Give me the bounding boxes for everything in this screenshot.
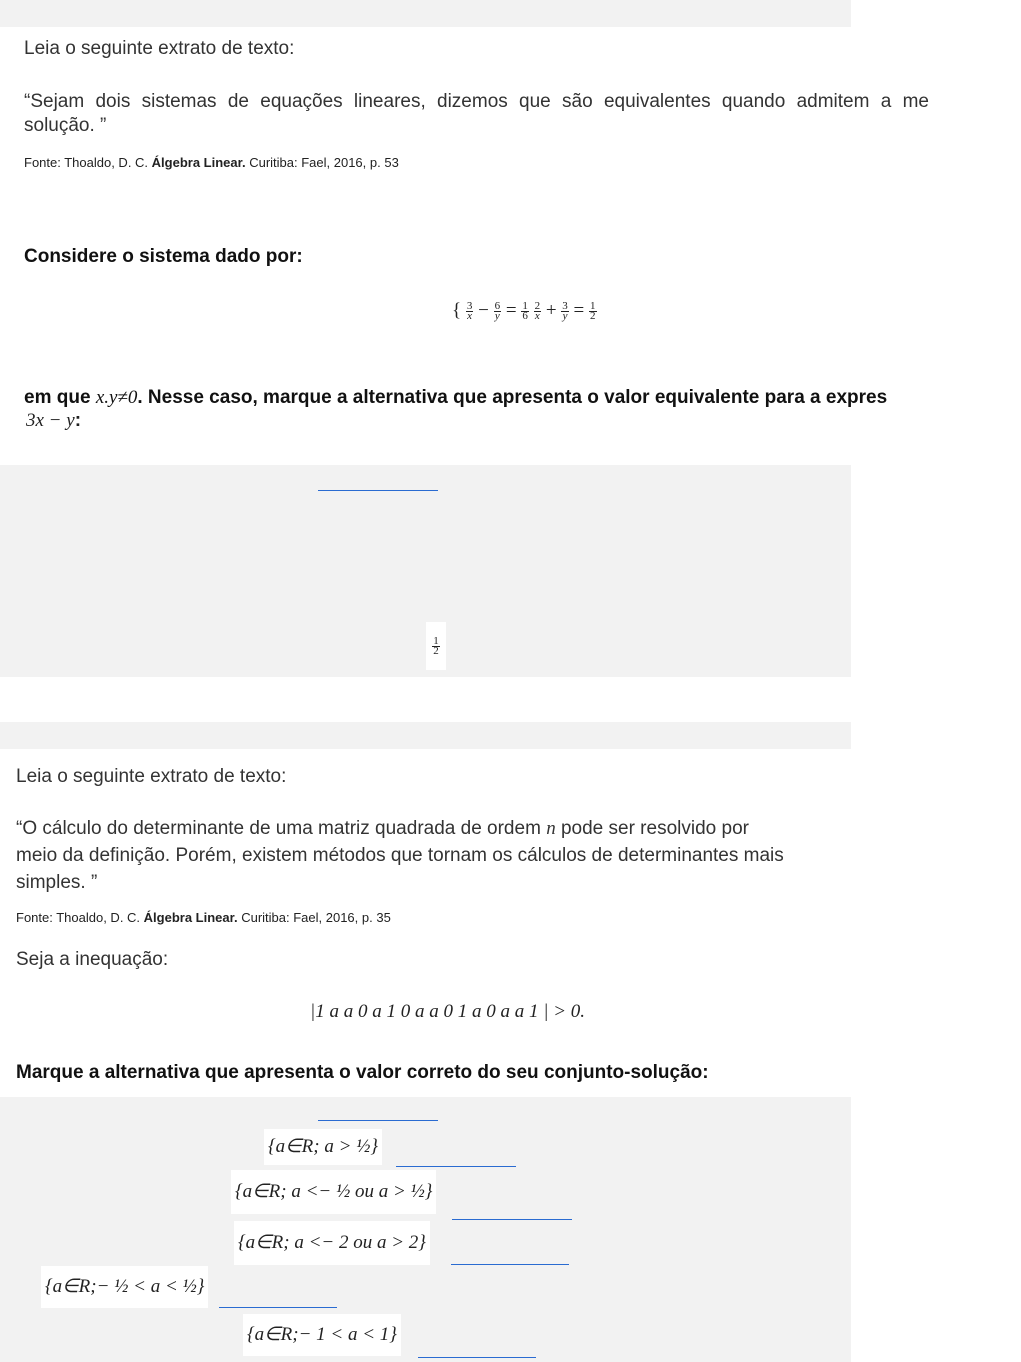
system-frac-3: $\frac{1}{6}$ <box>522 300 528 323</box>
option-link-line[interactable] <box>219 1307 337 1308</box>
q1-intro: Leia o seguinte extrato de texto: <box>24 38 295 59</box>
q2-marque: Marque a alternativa que apresenta o valor correto do seu conjunto-solução: <box>16 1062 709 1083</box>
q1-system-formula <box>452 300 597 322</box>
q2-quote-line3: simples. ” <box>16 872 98 893</box>
system-frac-2: $\frac{6}{y}$ <box>494 300 501 323</box>
q2-source: Fonte: Thoaldo, D. C. Álgebra Linear. Curitiba: Fael, 2016, p. 35 <box>16 910 391 925</box>
system-frac-6: $\frac{1}{2}$ <box>590 300 596 323</box>
q1-statement: em que x.y≠0. Nesse caso, marque a alternativa que apresenta o valor equivalente para a expres <box>24 387 888 408</box>
q1-quote-line2: solução. ” <box>24 115 107 136</box>
system-eq: = <box>505 300 517 321</box>
question-2-header-bar <box>0 722 851 749</box>
q2-option-d[interactable]: {a∈R;− ½ < a < ½} <box>41 1266 208 1308</box>
q1-quote-line1: “Sejam dois sistemas de equações lineares, dizemos que são equivalentes quando admitem a me <box>24 91 929 112</box>
system-eq: = <box>573 300 585 321</box>
q2-quote-line1: “O cálculo do determinante de uma matriz quadrada de ordem n pode ser resolvido por <box>16 818 749 839</box>
q2-quote-line2: meio da definição. Porém, existem métodos que tornam os cálculos de determinantes mais <box>16 845 784 866</box>
source-book: Álgebra Linear. <box>151 155 246 170</box>
system-op: + <box>545 300 557 321</box>
system-frac-1: $\frac{3}{x}$ <box>466 300 473 323</box>
q1-expression: 3x − y: <box>26 410 82 431</box>
q1-source <box>24 155 399 170</box>
option-link-line[interactable] <box>418 1357 536 1358</box>
q2-option-b[interactable]: {a∈R; a <− ½ ou a > ½} <box>231 1170 436 1214</box>
q2-option-c[interactable]: {a∈R; a <− 2 ou a > 2} <box>234 1221 430 1265</box>
option-link-line[interactable] <box>451 1264 569 1265</box>
q1-option-link-line[interactable] <box>318 490 438 491</box>
q2-seja: Seja a inequação: <box>16 949 169 970</box>
system-frac-4: $\frac{2}{x}$ <box>534 300 541 323</box>
q1-consider: Considere o sistema dado por: <box>24 246 303 267</box>
system-op: − <box>478 300 489 321</box>
q2-inequality: |1 a a 0 a 1 0 a a 0 1 a 0 a a 1 | > 0. <box>310 1001 586 1022</box>
stmt-math: x.y≠0 <box>95 387 138 408</box>
option-link-line[interactable] <box>452 1219 572 1220</box>
q2-option-a[interactable]: {a∈R; a > ½} <box>264 1129 382 1165</box>
system-brace: { <box>452 300 462 321</box>
answer-fraction: $\frac{1}{2}$ <box>433 634 439 657</box>
option-link-line[interactable] <box>318 1120 438 1121</box>
q2-intro: Leia o seguinte extrato de texto: <box>16 766 287 787</box>
option-link-line[interactable] <box>396 1166 516 1167</box>
q1-answer-option[interactable] <box>426 622 446 670</box>
q2-option-e[interactable]: {a∈R;− 1 < a < 1} <box>243 1314 401 1356</box>
source-suffix: Curitiba: Fael, 2016, p. 53 <box>245 155 399 170</box>
expr-math: 3x − y <box>26 410 75 431</box>
question-1-header-bar <box>0 0 851 27</box>
source-prefix: Fonte: Thoaldo, D. C. <box>24 155 152 170</box>
system-frac-5: $\frac{3}{y}$ <box>562 300 568 323</box>
